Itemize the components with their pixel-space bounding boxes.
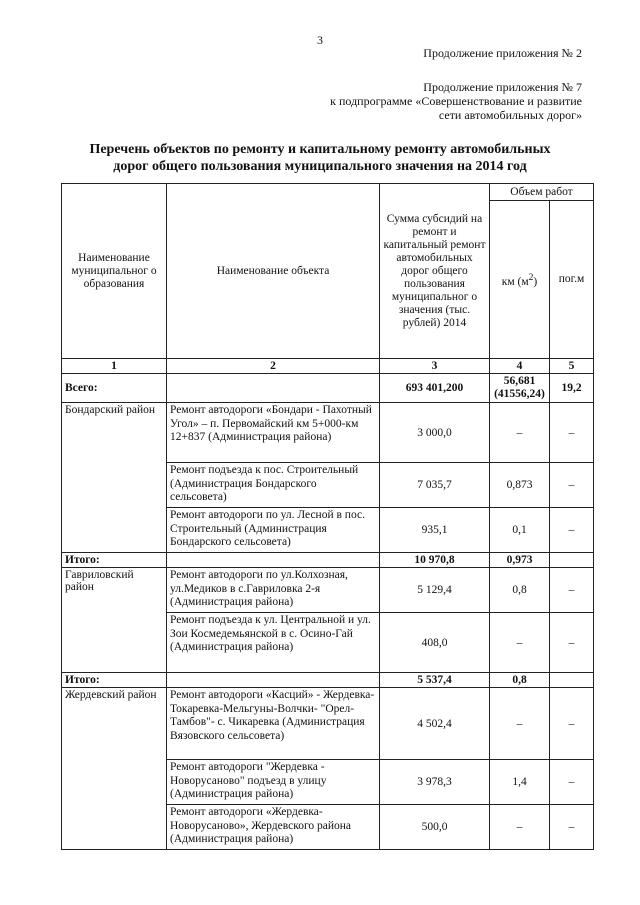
- subtotal-sum: 5 537,4: [380, 673, 490, 688]
- table-row: [62, 688, 594, 760]
- subtotal-sum: 10 970,8: [380, 553, 490, 568]
- object-km: 0,873: [490, 463, 550, 508]
- subtotal-empty: [167, 553, 380, 568]
- header-row: [62, 184, 594, 201]
- document-title: [60, 141, 580, 175]
- total-m: 19,2: [550, 374, 594, 403]
- object-m: –: [550, 688, 594, 760]
- objects-table: [61, 183, 594, 850]
- subtotal-empty: [167, 673, 380, 688]
- title-line: дорог общего пользования муниципального значения на 2014 год: [113, 159, 527, 174]
- col-number: 1: [62, 359, 167, 374]
- title-line: Перечень объектов по ремонту и капитальному ремонту автомобильных: [89, 142, 551, 157]
- object-sum: 3 978,3: [380, 760, 490, 805]
- subtotal-label: Итого:: [62, 553, 167, 568]
- object-m: –: [550, 805, 594, 850]
- object-sum: 408,0: [380, 613, 490, 673]
- object-m: –: [550, 613, 594, 673]
- object-m: –: [550, 760, 594, 805]
- table-row: [62, 568, 594, 613]
- page-number: 3: [317, 33, 323, 47]
- subtotal-row: [62, 553, 594, 568]
- subtotal-m: [550, 673, 594, 688]
- object-km: –: [490, 688, 550, 760]
- object-name: Ремонт автодороги по ул.Колхозная, ул.Медиков в с.Гавриловка 2-я (Администрация района): [167, 568, 380, 613]
- header-object: Наименование объекта: [167, 184, 380, 359]
- object-name: Ремонт автодороги «Касций» - Жердевка-Токаревка-Мельгуны-Волчки- "Орел-Тамбов"- с. Чикаревка (Администрация Вязовского сельсовета): [167, 688, 380, 760]
- appendix-continuation-2: Продолжение приложения № 2: [423, 46, 582, 60]
- column-numbers-row: [62, 359, 594, 374]
- district-name: Бондарский район: [62, 403, 167, 553]
- object-km: –: [490, 805, 550, 850]
- subtotal-label: Итого:: [62, 673, 167, 688]
- object-name: Ремонт подъезда к пос. Строительный (Администрация Бондарского сельсовета): [167, 463, 380, 508]
- object-sum: 935,1: [380, 508, 490, 553]
- total-row: [62, 374, 594, 403]
- col-number: 4: [490, 359, 550, 374]
- subtotal-row: [62, 673, 594, 688]
- header-sum: Сумма субсидий на ремонт и капитальный ремонт автомобильных дорог общего пользования муниципальног о значения (тыс. рублей) 2014: [380, 184, 490, 359]
- total-label: Всего:: [62, 374, 167, 403]
- table-row: [62, 403, 594, 463]
- object-km: 0,1: [490, 508, 550, 553]
- object-km: 1,4: [490, 760, 550, 805]
- object-m: –: [550, 508, 594, 553]
- total-sum: 693 401,200: [380, 374, 490, 403]
- object-name: Ремонт автодороги «Жердевка-Новорусаново», Жердевского района (Администрация района): [167, 805, 380, 850]
- object-m: –: [550, 403, 594, 463]
- object-sum: 500,0: [380, 805, 490, 850]
- total-km-sq: (41556,24): [494, 388, 545, 400]
- object-km: –: [490, 403, 550, 463]
- object-name: Ремонт подъезда к ул. Центральной и ул. Зои Космедемьянской в с. Осино-Гай (Администрация района): [167, 613, 380, 673]
- total-km: [490, 374, 550, 403]
- header-volume: Объем работ: [490, 184, 594, 201]
- total-km-value: 56,681: [503, 375, 536, 387]
- object-name: Ремонт автодороги "Жердевка - Новорусаново" подъезд в улицу (Администрация района): [167, 760, 380, 805]
- col-number: 2: [167, 359, 380, 374]
- object-sum: 4 502,4: [380, 688, 490, 760]
- object-m: –: [550, 568, 594, 613]
- col-number: 5: [550, 359, 594, 374]
- subtotal-m: [550, 553, 594, 568]
- object-sum: 3 000,0: [380, 403, 490, 463]
- header-km: км $(м^2)$: [490, 201, 550, 359]
- total-empty: [167, 374, 380, 403]
- header-pogm: пог.м: [550, 201, 594, 359]
- object-sum: 5 129,4: [380, 568, 490, 613]
- subtotal-km: 0,8: [490, 673, 550, 688]
- subtotal-km: 0,973: [490, 553, 550, 568]
- object-sum: 7 035,7: [380, 463, 490, 508]
- object-km: 0,8: [490, 568, 550, 613]
- object-name: Ремонт автодороги по ул. Лесной в пос. Строительный (Администрация Бондарского сельсовета): [167, 508, 380, 553]
- object-km: –: [490, 613, 550, 673]
- header-municipality: Наименование муниципальног о образования: [62, 184, 167, 359]
- district-name: Гавриловский район: [62, 568, 167, 673]
- col-number: 3: [380, 359, 490, 374]
- appendix-line: Продолжение приложения № 7: [423, 80, 582, 94]
- appendix-line: сети автомобильных дорог»: [438, 108, 582, 122]
- object-name: Ремонт автодороги «Бондари - Пахотный Угол» – п. Первомайский км 5+000-км 12+837 (Администрация района): [167, 403, 380, 463]
- district-name: Жердевский район: [62, 688, 167, 850]
- appendix-line: к подпрограмме «Совершенствование и развитие: [330, 94, 582, 108]
- appendix-continuation-7: [330, 80, 582, 122]
- object-m: –: [550, 463, 594, 508]
